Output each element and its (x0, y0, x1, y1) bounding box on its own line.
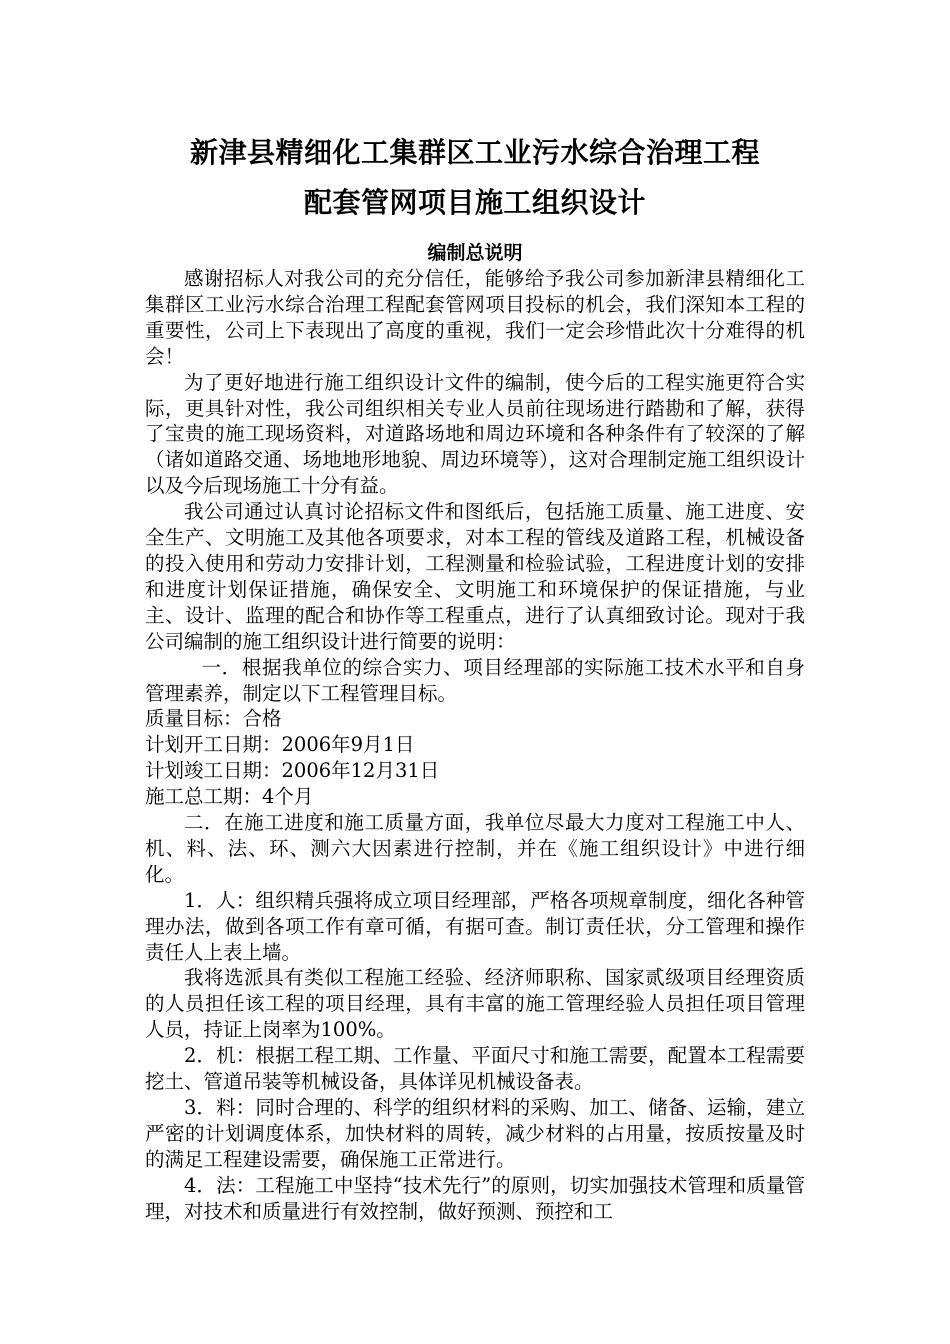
target-quality: 质量目标：合格 (145, 707, 282, 731)
paragraph-discussion: 我公司通过认真讨论招标文件和图纸后，包括施工质量、施工进度、安全生产、文明施工及其他各项要求，对本工程的管线及道路工程，机械设备的投入使用和劳动力安排计划，工程测量和检验试验，工程进度计划的安排和进度计划保证措施，确保安全、文明施工和环境保护的保证措施，与业主、设计、监理的配合和协作等工程重点，进行了认真细致讨论。现对于我公司编制的施工组织设计进行简要的说明： (145, 500, 805, 653)
paragraph-site-survey: 为了更好地进行施工组织设计文件的编制，使今后的工程实施更符合实际，更具针对性，我公司组织相关专业人员前往现场进行踏勘和了解，获得了宝贵的施工现场资料，对道路场地和周边环境和各种条件有了较深的了解（诸如道路交通、场地地形地貌、周边环境等），这对合理制定施工组织设计以及今后现场施工十分有益。 (145, 370, 805, 498)
section-heading: 编制总说明 (427, 242, 523, 264)
paragraph-people: 1．人：组织精兵强将成立项目经理部，严格各项规章制度，细化各种管理办法，做到各项工作有章可循，有据可查。制订责任状，分工管理和操作责任人上表上墙。 (145, 888, 805, 964)
paragraph-management-goals: 一．根据我单位的综合实力、项目经理部的实际施工技术水平和自身管理素养，制定以下工程管理目标。 (145, 655, 805, 705)
target-total-duration: 施工总工期：4个月 (145, 785, 314, 809)
document-page (145, 128, 805, 1225)
paragraph-progress-quality: 二．在施工进度和施工质量方面，我单位尽最大力度对工程施工中人、机、料、法、环、测六大因素进行控制，并在《施工组织设计》中进行细化。 (145, 811, 805, 886)
paragraph-project-manager: 我将选派具有类似工程施工经验、经济师职称、国家贰级项目经理资质的人员担任该工程的项目经理，具有丰富的施工管理经验人员担任项目管理人员，持证上岗率为100%。 (145, 966, 805, 1042)
target-start-date: 计划开工日期：2006年9月1日 (145, 733, 415, 757)
document-title-line-2: 配套管网项目施工组织设计 (303, 186, 646, 219)
paragraph-methods: 4．法：工程施工中坚持“技术先行”的原则，切实加强技术管理和质量管理，对技术和质量进行有效控制，做好预测、预控和工 (145, 1173, 805, 1223)
document-title-line-1: 新津县精细化工集群区工业污水综合治理工程 (189, 136, 760, 169)
paragraph-materials: 3．料：同时合理的、科学的组织材料的采购、加工、储备、运输，建立严密的计划调度体系，加快材料的周转，减少材料的占用量，按质按量及时的满足工程建设需要，确保施工正常进行。 (145, 1096, 805, 1171)
paragraph-thanks: 感谢招标人对我公司的充分信任，能够给予我公司参加新津县精细化工集群区工业污水综合治理工程配套管网项目投标的机会，我们深知本工程的重要性，公司上下表现出了高度的重视，我们一定会珍惜此次十分难得的机会！ (145, 267, 805, 368)
target-completion-date: 计划竣工日期：2006年12月31日 (145, 759, 440, 783)
paragraph-machines: 2．机：根据工程工期、工作量、平面尺寸和施工需要，配置本工程需要挖土、管道吊装等机械设备，具体详见机械设备表。 (145, 1044, 805, 1094)
